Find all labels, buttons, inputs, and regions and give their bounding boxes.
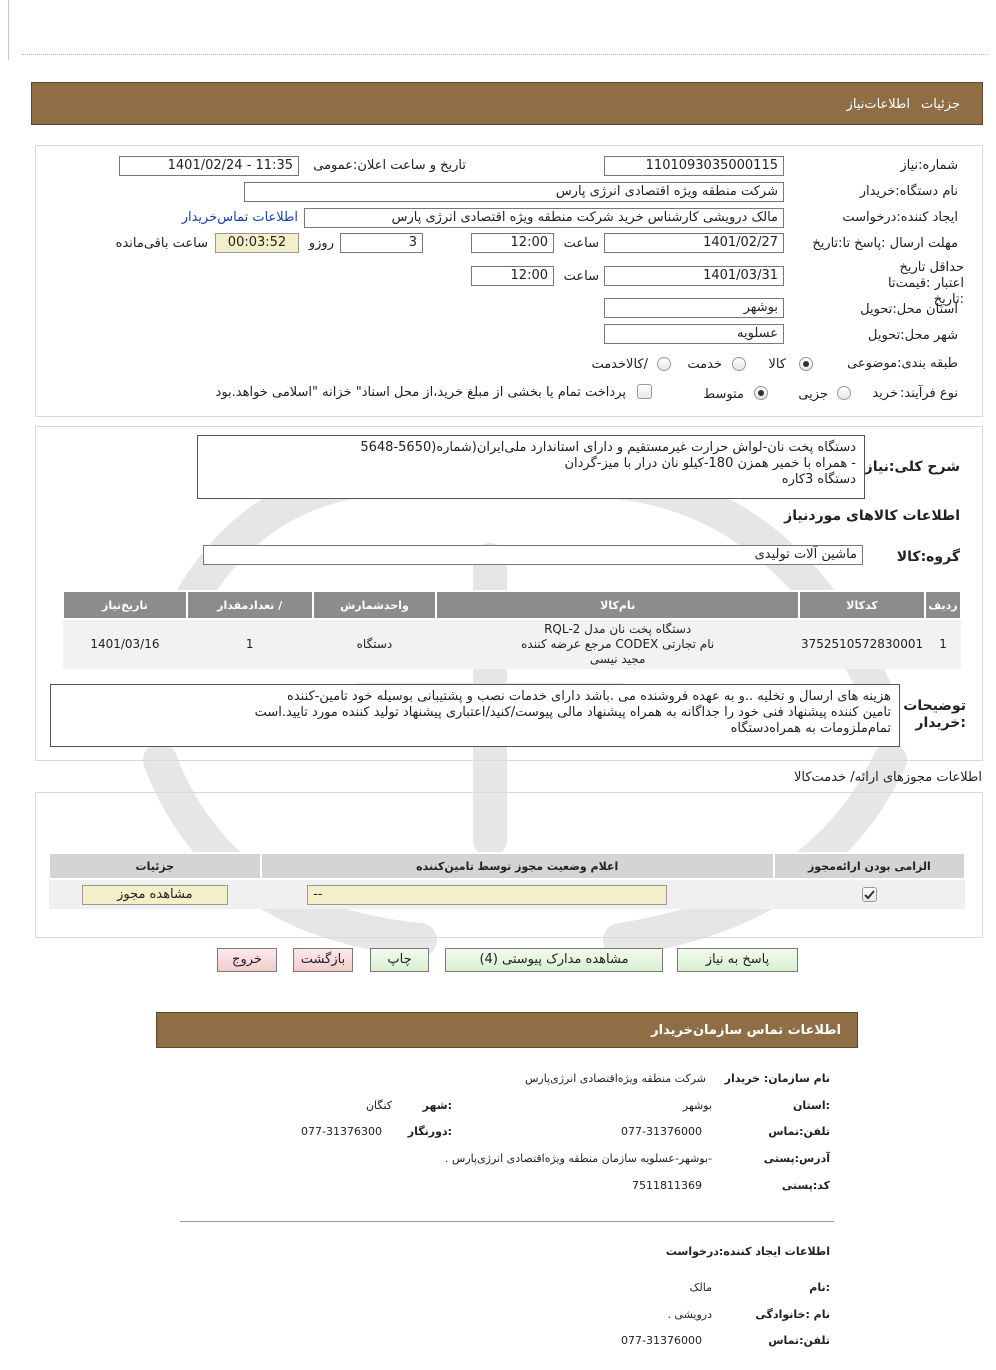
items-table (62, 590, 962, 669)
category-goods-radio[interactable] (799, 357, 813, 371)
buyer-notes-label: توضیحات :خریدار (903, 698, 966, 731)
tab-need-info[interactable]: اطلاعات‌نیاز (846, 97, 910, 112)
cell-date: 1401/03/16 (63, 619, 187, 669)
process-partial-label: جزیی (798, 387, 828, 402)
province-contact-label: :استان (793, 1099, 830, 1112)
cell-code: 3752510572830001 (799, 619, 925, 669)
province-contact-value: بوشهر (682, 1099, 712, 1112)
cell-row: 1 (925, 619, 961, 669)
treasury-payment-checkbox[interactable] (637, 384, 652, 399)
buyer-field: شرکت منطقه ویژه اقتصادی انرژی پارس (244, 182, 784, 202)
city-contact-label: :شهر (422, 1099, 452, 1112)
creator-name-value: مالک (689, 1281, 712, 1294)
phone-value: 077-31376000 (621, 1125, 702, 1138)
validity-time-field: 12:00 (471, 266, 554, 286)
summary-box (197, 435, 865, 499)
category-label: طبقه بندی:موضوعی (847, 356, 958, 371)
licenses-title: اطلاعات مجوزهای ارائه/ خدمت‌کالا (793, 770, 982, 785)
contact-header-bar (156, 1012, 858, 1048)
license-required-checkbox[interactable] (862, 887, 877, 902)
tab-details[interactable]: جزئیات (921, 97, 960, 112)
phone-label: تلفن:تماس (768, 1125, 830, 1138)
category-service-label: خدمت (687, 357, 722, 372)
need-number-label: شماره:نیاز (900, 158, 958, 173)
col-license-details: جزئیات (49, 853, 261, 879)
items-table-header (63, 591, 961, 619)
creator-name-label: :نام (809, 1281, 830, 1294)
process-buy-label: خرید (872, 386, 898, 401)
fax-label: :دورنگار (407, 1125, 452, 1138)
validity-label: حداقل تاریخ اعتبار :قیمت‌تا :تاریخ (888, 260, 964, 307)
creator-label: ایجاد کننده:درخواست (842, 210, 958, 225)
print-button[interactable]: چاپ (370, 948, 429, 972)
days-field: 3 (340, 233, 423, 253)
col-qty: / تعدادمقدار (187, 591, 313, 619)
category-service-radio[interactable] (732, 357, 746, 371)
creator-family-value: درویشی . (667, 1308, 712, 1321)
province-field: بوشهر (604, 298, 784, 318)
address-label: آدرس:پستی (763, 1152, 830, 1165)
cell-name-line-2: نام تجارتی CODEX مرجع عرضه کننده (521, 637, 715, 651)
process-medium-radio[interactable] (754, 386, 768, 400)
license-status-field: -- (307, 885, 667, 905)
postal-value: 7511811369 (632, 1179, 702, 1192)
cell-license-status (261, 879, 774, 909)
top-dotted-divider (22, 54, 988, 55)
address-value: -بوشهر-عسلویه سازمان منطقه ویژه‌اقتصادی انرژی‌پارس . (444, 1152, 712, 1165)
contact-divider (180, 1221, 834, 1222)
days-label: روزو (308, 236, 334, 251)
creator-family-label: نام :خانوادگی (755, 1308, 830, 1321)
validity-date-field: 1401/03/31 (604, 266, 784, 286)
process-medium-label: متوسط (703, 387, 744, 402)
process-partial-radio[interactable] (837, 386, 851, 400)
payment-note: پرداخت تمام یا بخشی از مبلغ خرید،از محل اسناد" خزانه "اسلامی خواهد.بود (215, 385, 626, 400)
col-license-status: اعلام وضعیت مجوز توسط تامین‌کننده (261, 853, 774, 879)
buyer-notes-line-1: هزینه های ارسال و تخلیه ..و به عهده فروشنده می .باشد دارای خدمات نصب و پشتیبانی بوسیله خود تامین-کننده (287, 689, 891, 704)
licenses-table (48, 852, 966, 909)
reply-button[interactable]: پاسخ به نیاز (677, 948, 798, 972)
announce-label: تاریخ و ساعت اعلان:عمومی (313, 158, 466, 173)
col-code: کدکالا (799, 591, 925, 619)
goods-info-title: اطلاعات کالاهای موردنیاز (784, 508, 960, 524)
deadline-time-label: ساعت (563, 236, 599, 251)
attachments-button[interactable]: مشاهده مدارک پیوستی (4) (445, 948, 663, 972)
col-unit: واحدشمارش (313, 591, 437, 619)
creator-phone-value: 077-31376000 (621, 1334, 702, 1347)
deadline-label: مهلت ارسال :پاسخ تا:تاریخ (812, 236, 958, 251)
buyer-notes-box (50, 684, 900, 747)
col-row: ردیف (925, 591, 961, 619)
validity-time-label: ساعت (563, 269, 599, 284)
category-goods-service-label: /کالاخدمت (591, 357, 648, 372)
city-contact-value: کنگان (365, 1099, 392, 1112)
summary-label: شرح کلی:نیاز (864, 459, 960, 475)
process-label: نوع فرآیند: (900, 386, 958, 401)
category-goods-label: کالا (768, 357, 786, 372)
buyer-label: نام دستگاه:خریدار (859, 184, 958, 199)
creator-info-title: اطلاعات ایجاد کننده:درخواست (665, 1245, 830, 1258)
contact-header-title: اطلاعات تماس سازمان‌خریدار (651, 1023, 841, 1038)
exit-button[interactable]: خروج (217, 948, 277, 972)
cell-qty: 1 (187, 619, 313, 669)
org-label: نام سازمان: خریدار (724, 1072, 830, 1085)
cell-license-required (774, 879, 965, 909)
city-label: شهر محل:تحویل (868, 328, 958, 343)
deadline-time-field: 12:00 (471, 233, 554, 253)
page-header-bar (31, 82, 983, 125)
back-button[interactable]: بازگشت (293, 948, 353, 972)
checkmark-icon (863, 888, 876, 901)
cell-unit: دستگاه (313, 619, 437, 669)
cell-name (436, 619, 799, 669)
goods-group-label: گروه:کالا (896, 549, 960, 565)
deadline-date-field: 1401/02/27 (604, 233, 784, 253)
city-field: عسلویه (604, 324, 784, 344)
col-date: تاریخ‌نیاز (63, 591, 187, 619)
table-row (49, 879, 965, 909)
table-row (63, 619, 961, 669)
cell-name-line-1: دستگاه پخت نان مدل RQL-2 (544, 622, 692, 636)
remaining-time-field: 00:03:52 (215, 233, 299, 253)
buyer-notes-line-3: تمام‌ملزومات به همراه‌دستگاه (730, 721, 891, 736)
buyer-notes-line-2: تامین کننده پیشنهاد فنی خود را جداگانه به همراه پیشنهاد مالی پیوست/کنید/اعتباری پیشنهاد تولید کننده مورد تایید.است (254, 705, 891, 720)
cell-license-details (49, 879, 261, 909)
left-frame-line (8, 0, 9, 60)
summary-line-3: دستگاه 3کاره (781, 472, 856, 487)
col-license-required: الزامی بودن ارائه‌مجوز (774, 853, 965, 879)
buyer-contact-link[interactable]: اطلاعات تماس‌خریدار (181, 210, 298, 225)
licenses-table-header (49, 853, 965, 879)
org-value: شرکت منطقه ویژه‌اقتصادی انرژی‌پارس (524, 1072, 706, 1085)
need-number-field: 1101093035000115 (604, 156, 784, 176)
col-name: نام‌کالا (436, 591, 799, 619)
summary-line-1: دستگاه پخت نان-لواش حرارت غیرمستقیم و دارای استاندارد ملی‌ایران(شماره(5650-5648 (360, 440, 856, 455)
remaining-label: ساعت باقی‌مانده (115, 236, 208, 251)
cell-name-line-3: مجید نیسی (589, 652, 646, 666)
goods-group-field: ماشین آلات تولیدی (203, 545, 863, 565)
creator-field: مالک درویشی کارشناس خرید شرکت منطقه ویژه اقتصادی انرژی پارس (304, 208, 784, 228)
summary-line-2: - همراه با خمیر همزن 180-کیلو نان درار با میز-گردان (564, 456, 856, 471)
category-goods-service-radio[interactable] (657, 357, 671, 371)
creator-phone-label: تلفن:تماس (768, 1334, 830, 1347)
fax-value: 077-31376300 (301, 1125, 382, 1138)
postal-label: کد:پستی (781, 1179, 830, 1192)
view-license-button[interactable]: مشاهده مجوز (82, 885, 228, 905)
announce-field: 1401/02/24 - 11:35 (119, 156, 299, 176)
province-label: استان محل:تحویل (860, 302, 958, 317)
